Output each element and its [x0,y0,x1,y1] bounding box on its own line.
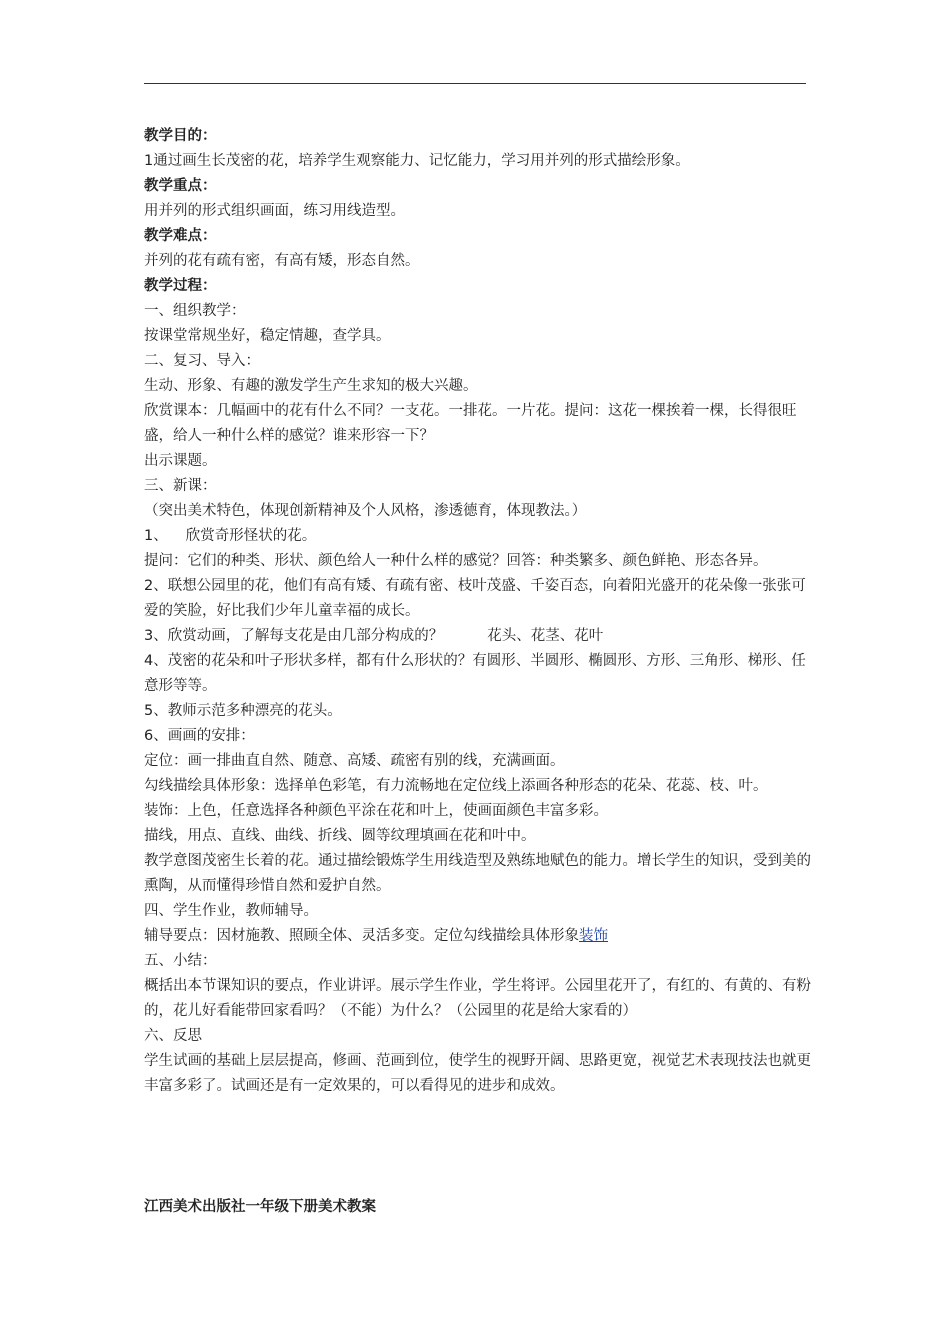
process-line-12 [144,624,816,649]
process-line-2: 按课堂常规坐好，稳定情趣，查学具。 [144,328,391,344]
goal-text: 1通过画生长茂密的花，培养学生观察能力、记忆能力，学习用并列的形式描绘形象。 [144,153,690,169]
answer-text: 花头、花茎、花叶 [487,628,604,644]
process-line-20: 教学意图茂密生长着的花。通过描绘锻炼学生用线造型及熟练地赋色的能力。增长学生的知识，受到美的熏陶，从而懂得珍惜自然和爱护自然。 [144,853,811,894]
process-line-5: 欣赏课本：几幅画中的花有什么不同？一支花。一排花。一片花。提问：这花一棵挨着一棵，长得很旺盛，给人一种什么样的感觉？谁来形容一下？ [144,403,797,444]
process-line-23: 五、小结： [144,953,217,969]
process-line-7: 三、新课： [144,478,217,494]
process-line-14: 5、教师示范多种漂亮的花头。 [144,703,342,719]
footer-title: 江西美术出版社一年级下册美术教案 [144,1199,376,1215]
guidance-text: 辅导要点：因材施教、照顾全体、灵活多变。定位勾线描绘具体形象 [144,928,579,944]
process-line-1: 一、组织教学： [144,303,246,319]
process-line-21: 四、学生作业，教师辅导。 [144,903,318,919]
process-heading: 教学过程： [144,278,217,294]
process-line-8: （突出美术特色，体现创新精神及个人风格，渗透德育，体现教法。） [144,503,587,519]
process-line-9 [144,524,816,549]
top-rule [144,83,806,84]
list-number: 1、 [144,528,168,544]
process-line-11: 2、联想公园里的花，他们有高有矮、有疏有密、枝叶茂盛、千姿百态，向着阳光盛开的花朵像一张张可爱的笑脸，好比我们少年儿童幸福的成长。 [144,578,806,619]
process-line-18: 装饰：上色，任意选择各种颜色平涂在花和叶上，使画面颜色丰富多彩。 [144,803,608,819]
list-text: 欣赏奇形怪状的花。 [185,528,317,544]
process-line-26: 学生试画的基础上层层提高，修画、范画到位，使学生的视野开阔、思路更宽，视觉艺术表现技法也就更丰富多彩了。试画还是有一定效果的，可以看得见的进步和成效。 [144,1053,811,1094]
process-line-3: 二、复习、导入： [144,353,260,369]
process-line-19: 描线，用点、直线、曲线、折线、圆等纹理填画在花和叶中。 [144,828,536,844]
focus-text: 用并列的形式组织画面，练习用线造型。 [144,203,405,219]
process-line-13: 4、茂密的花朵和叶子形状多样，都有什么形状的？有圆形、半圆形、椭圆形、方形、三角形、梯形、任意形等等。 [144,653,806,694]
question-text: 3、欣赏动画，了解每支花是由几部分构成的？ [144,628,444,644]
process-line-10: 提问：它们的种类、形状、颜色给人一种什么样的感觉？回答：种类繁多、颜色鲜艳、形态各异。 [144,553,768,569]
process-line-16: 定位：画一排曲直自然、随意、高矮、疏密有别的线，充满画面。 [144,753,565,769]
process-line-15: 6、画画的安排： [144,728,255,744]
process-line-6: 出示课题。 [144,453,217,469]
process-line-24: 概括出本节课知识的要点，作业讲评。展示学生作业，学生将评。公园里花开了，有红的、有黄的、有粉的，花儿好看能带回家看吗？（不能）为什么？（公园里的花是给大家看的） [144,978,811,1019]
difficulty-heading: 教学难点： [144,228,217,244]
process-line-22 [144,924,816,949]
process-line-4: 生动、形象、有趣的激发学生产生求知的极大兴趣。 [144,378,478,394]
lesson-plan-body [144,124,816,1099]
process-line-25: 六、反思 [144,1028,202,1044]
difficulty-text: 并列的花有疏有密，有高有矮，形态自然。 [144,253,420,269]
decoration-link[interactable]: 装饰 [579,928,608,944]
process-line-17: 勾线描绘具体形象：选择单色彩笔，有力流畅地在定位线上添画各种形态的花朵、花蕊、枝、叶。 [144,778,768,794]
goal-heading: 教学目的： [144,128,217,144]
focus-heading: 教学重点： [144,178,217,194]
